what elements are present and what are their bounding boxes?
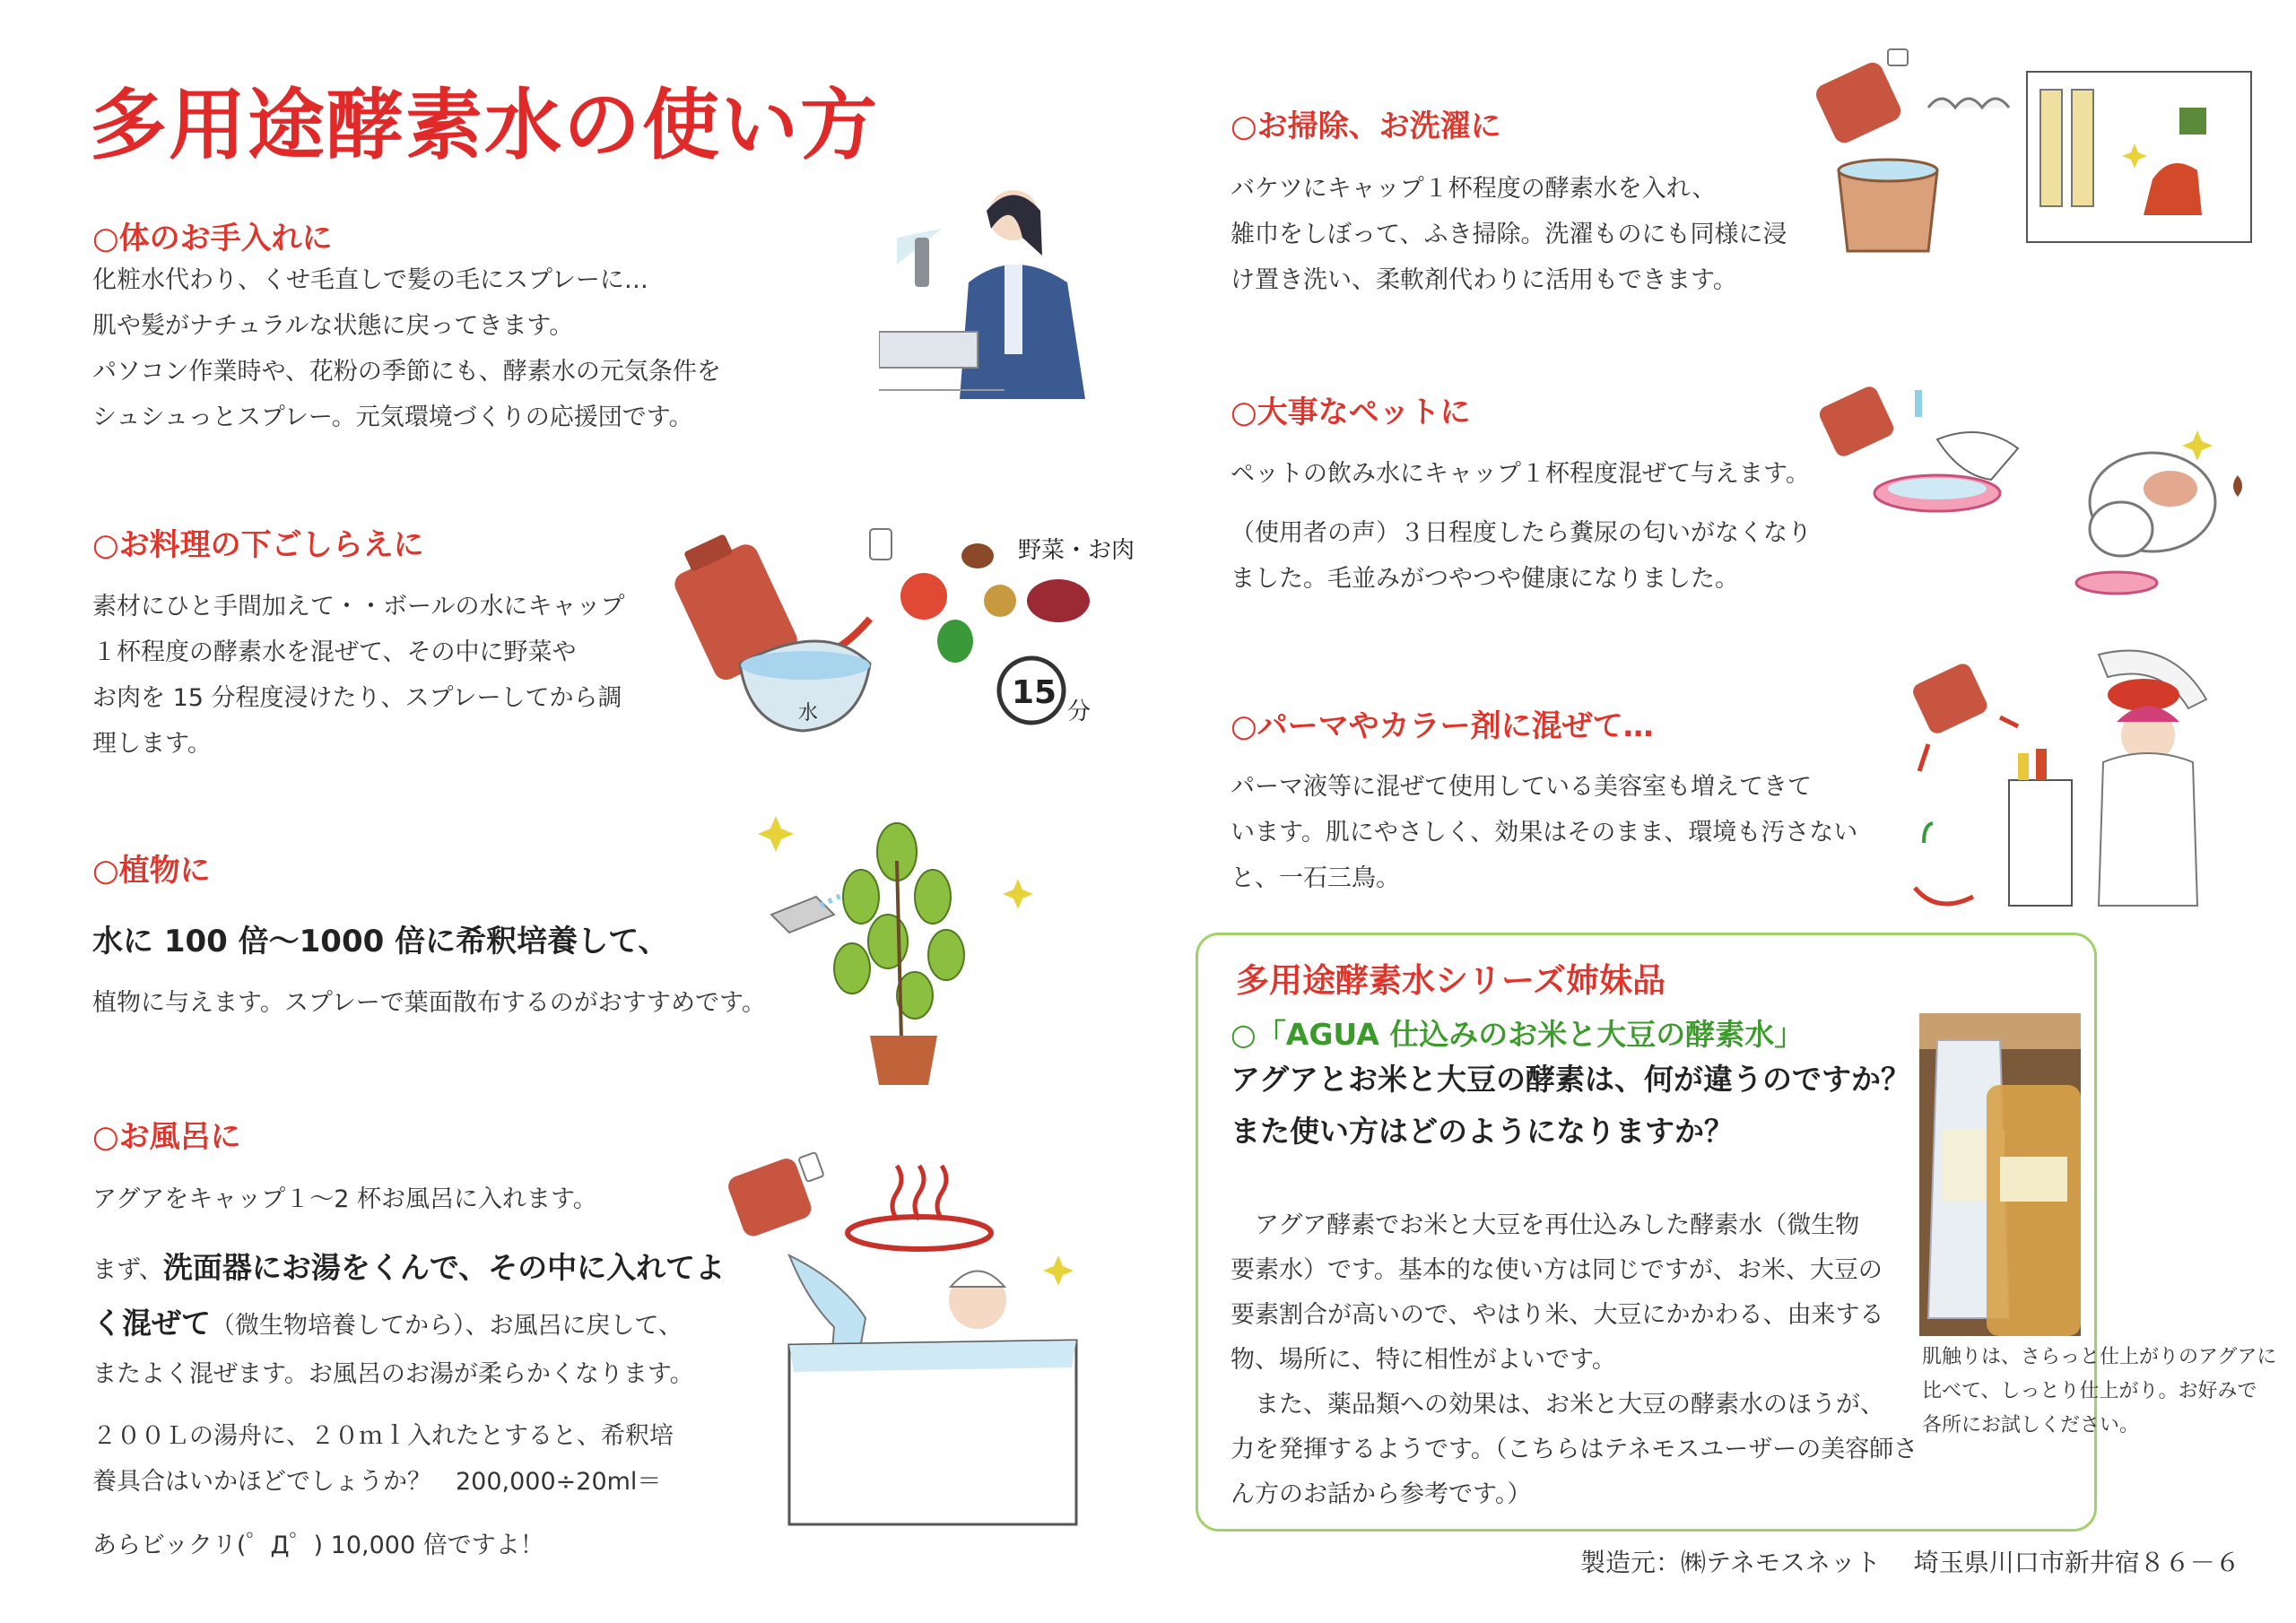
bath-line2-prefix: まず、 xyxy=(92,1256,163,1284)
cooking-illustration xyxy=(664,520,1139,753)
cleaning-illustration xyxy=(1803,45,2260,260)
text-line: パーマ液等に混ぜて使用している美容室も増えてきて xyxy=(1231,773,1812,801)
timer-unit-label: 分 xyxy=(1067,699,1091,725)
bath-line3-bold: く混ぜて xyxy=(92,1306,211,1341)
plants-text-line: 植物に与えます。スプレーで葉面散布するのがおすすめです。 xyxy=(92,989,766,1017)
section-heading-plants: ○植物に xyxy=(92,853,211,889)
bath-text-line1: アグアをキャップ１～2 杯お風呂に入れます。 xyxy=(92,1185,597,1213)
text-line: 物、場所に、特に相性がよいです。 xyxy=(1231,1346,1616,1374)
text-line: バケツにキャップ１杯程度の酵素水を入れ、 xyxy=(1231,175,1717,203)
caption-line: 各所にお試しください。 xyxy=(1922,1414,2140,1436)
text-line: 素材にひと手間加えて・・ボールの水にキャップ xyxy=(92,593,625,621)
text-line: 要素水）です。基本的な使い方は同じですが、お米、大豆の xyxy=(1231,1256,1883,1284)
bath-illustration xyxy=(718,1148,1103,1542)
text-line: パソコン作業時や、花粉の季節にも、酵素水の元気条件を xyxy=(92,358,721,386)
bath-line3-rest: （微生物培養してから）、お風呂に戻して、 xyxy=(211,1312,683,1340)
plant-illustration xyxy=(735,798,1058,1094)
section-text-body xyxy=(92,257,721,440)
text-line: 要素割合が高いので、やはり米、大豆にかかわる、由来する xyxy=(1231,1301,1884,1329)
caption-line: 肌触りは、さらっと仕上がりのアグアに xyxy=(1922,1346,2277,1368)
text-line: 力を発揮するようです。（こちらはテネモスユーザーの美容師さ xyxy=(1231,1436,1918,1463)
bath-text-line7: あらビックリ(゜Д゜) 10,000 倍ですよ！ xyxy=(92,1532,544,1559)
section-text-cleaning xyxy=(1231,166,1787,303)
bath-text-line6: 養具合はいかほどでしょうか？ 200,000÷20ml＝ xyxy=(92,1468,662,1496)
bath-text-line4: またよく混ぜます。お風呂のお湯が柔らかくなります。 xyxy=(92,1360,694,1388)
question-line: また使い方はどのようになりますか？ xyxy=(1231,1114,1734,1149)
text-line: また、薬品類への効果は、お米と大豆の酵素水のほうが、 xyxy=(1231,1391,1884,1419)
section-text-cooking xyxy=(92,584,624,767)
plants-bold-line: 水に 100 倍～1000 倍に希釈培養して、 xyxy=(92,924,669,959)
text-line: 化粧水代わり、くせ毛直しで髪の毛にスプレーに… xyxy=(92,266,648,294)
veg-meat-label: 野菜・お肉 xyxy=(1018,537,1135,564)
question-line: アグアとお米と大豆の酵素は、何が違うのですか？ xyxy=(1231,1062,1911,1097)
section-heading-bath: ○お風呂に xyxy=(92,1119,241,1155)
product-photo xyxy=(1919,1013,2081,1336)
woman-spraying-illustration xyxy=(879,175,1112,408)
text-line: 理します。 xyxy=(92,730,212,758)
section-heading-body: ○体のお手入れに xyxy=(92,221,333,256)
section-heading-pets: ○大事なペットに xyxy=(1231,395,1471,430)
text-line: います。肌にやさしく、効果はそのまま、環境も汚さない xyxy=(1231,819,1858,846)
sister-question xyxy=(1231,1054,1910,1158)
bath-text-line5: ２００Ｌの湯舟に、２０ｍｌ入れたとすると、希釈培 xyxy=(92,1422,674,1450)
text-line: お肉を 15 分程度浸けたり、スプレーしてから調 xyxy=(92,684,622,712)
pets-illustration xyxy=(1812,377,2260,610)
section-text-perm xyxy=(1231,764,1857,901)
timer-minutes-label: 15 xyxy=(1012,674,1057,711)
page-title: 多用途酵素水の使い方 xyxy=(90,81,879,170)
caption-line: 比べて、しっとり仕上がり。お好みで xyxy=(1922,1380,2257,1402)
section-heading-cooking: ○お料理の下ごしらえに xyxy=(92,527,424,563)
section-heading-perm: ○パーマやカラー剤に混ぜて… xyxy=(1231,708,1654,744)
perm-illustration xyxy=(1901,646,2260,915)
footer-manufacturer: 製造元：㈱テネモスネット 埼玉県川口市新井宿８６－６ xyxy=(1580,1548,2240,1577)
section-heading-cleaning: ○お掃除、お洗濯に xyxy=(1231,108,1501,144)
text-line: け置き洗い、柔軟剤代わりに活用もできます。 xyxy=(1231,266,1737,294)
text-line: 肌や髪がナチュラルな状態に戻ってきます。 xyxy=(92,312,574,340)
text-line: と、一石三鳥。 xyxy=(1231,864,1400,892)
sister-description xyxy=(1231,1203,1918,1517)
text-line: 雑巾をしぼって、ふき掃除。洗濯ものにも同様に浸 xyxy=(1231,221,1787,248)
water-label: 水 xyxy=(798,702,819,725)
sister-title: 多用途酵素水シリーズ姉妹品 xyxy=(1236,961,1666,1000)
product-caption xyxy=(1922,1341,2276,1443)
sister-subtitle: ○「AGUA 仕込みのお米と大豆の酵素水」 xyxy=(1231,1017,1805,1052)
pets-text-line1: ペットの飲み水にキャップ１杯程度混ぜて与えます。 xyxy=(1231,460,1810,488)
bath-line2-bold: 洗面器にお湯をくんで、その中に入れてよ xyxy=(162,1250,726,1285)
text-line: アグア酵素でお米と大豆を再仕込みした酵素水（微生物 xyxy=(1231,1211,1860,1239)
text-line: １杯程度の酵素水を混ぜて、その中に野菜や xyxy=(92,638,577,666)
pets-text-line3: ました。毛並みがつやつや健康になりました。 xyxy=(1231,565,1739,593)
bath-text-line2 xyxy=(92,1245,725,1287)
bath-text-line3 xyxy=(92,1300,683,1342)
text-line: シュシュっとスプレー。元気環境づくりの応援団です。 xyxy=(92,404,693,431)
pets-text-line2: （使用者の声）３日程度したら糞尿の匂いがなくなり xyxy=(1231,519,1812,547)
text-line: ん方のお話から参考です。） xyxy=(1231,1480,1532,1508)
